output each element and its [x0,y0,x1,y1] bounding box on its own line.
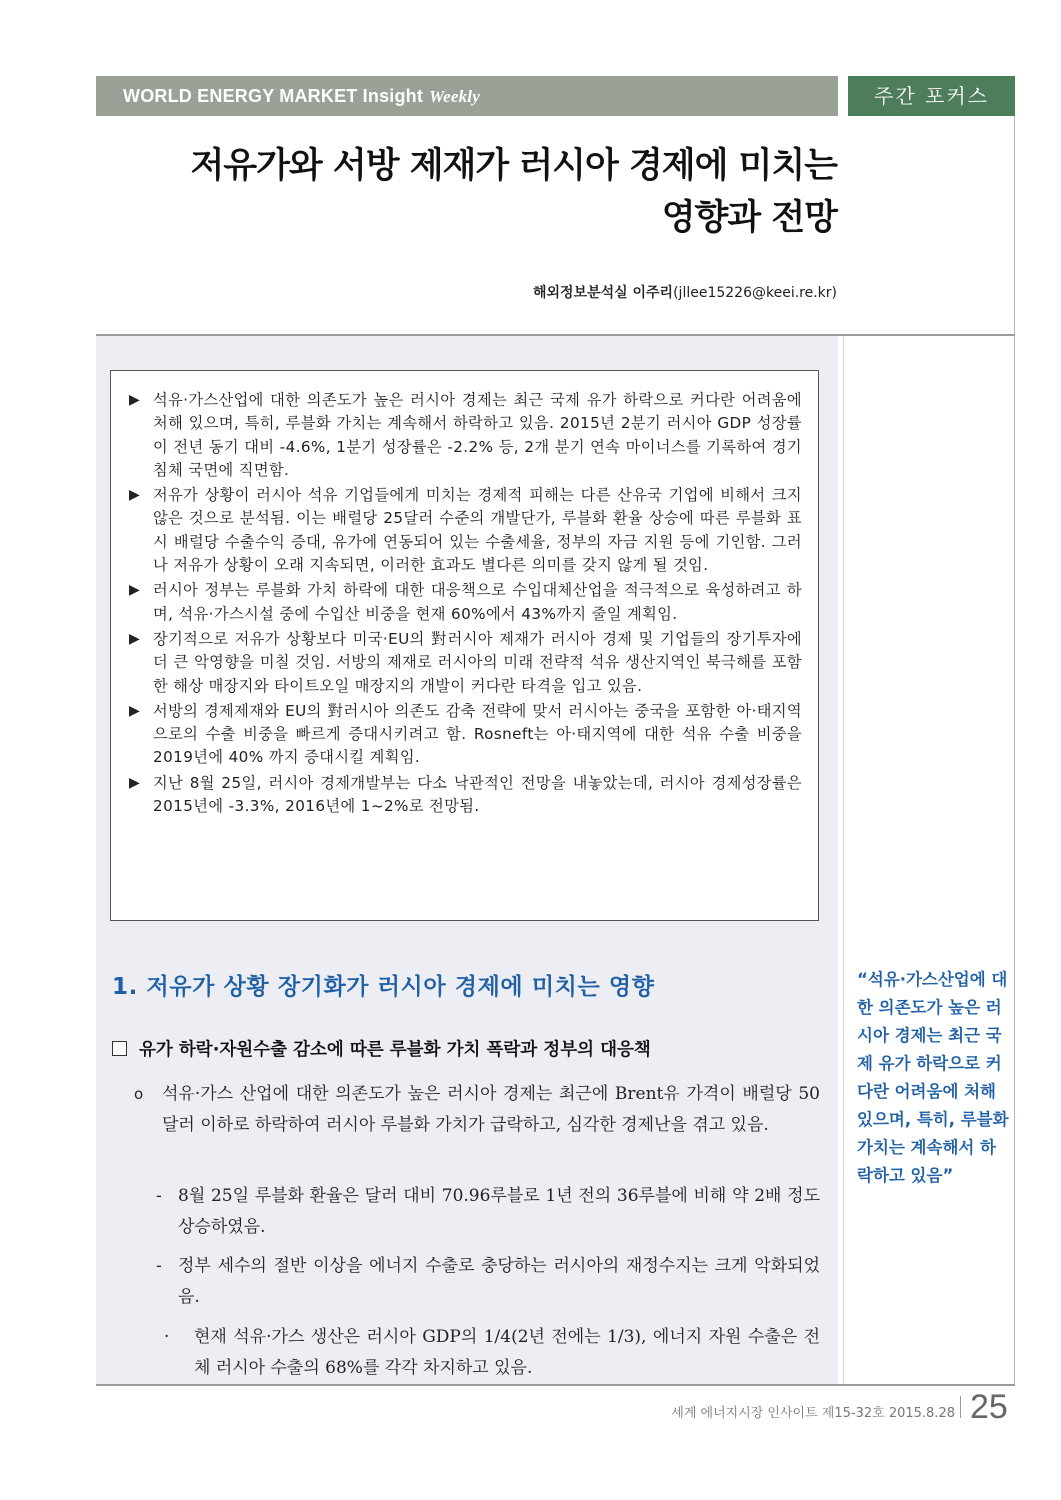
triangle-bullet-icon: ▶ [129,392,140,408]
right-border-line [1014,116,1015,1386]
summary-item [129,484,802,577]
header-bar [96,76,838,116]
body-dash-item [156,1181,820,1243]
summary-text: 석유·가스산업에 대한 의존도가 높은 러시아 경제는 최근 국제 유가 하락으로 커다란 어려움에 처해 있으며, 특히, 루블화 가치는 계속해서 하락하고 있음. 2015년 2분기 러시아 GDP 성장률이 전년 동기 대비 -4.6%, 1분기 성장률은 -2.2% 등, 2개 분기 연속 마이너스를 기록하여 경기침체 국면에 직면함. [153,391,802,479]
triangle-bullet-icon: ▶ [129,774,140,791]
triangle-bullet-icon: ▶ [129,487,140,504]
dash-bullet-icon: - [156,1186,162,1206]
subsection-heading [112,1036,651,1061]
page-number: 25 [970,1388,1008,1426]
title-line-2: 영향과 전망 [661,198,837,238]
body-dot-text: 현재 석유·가스 생산은 러시아 GDP의 1/4(2년 전에는 1/3), 에너지 자원 수출은 전체 러시아 수출의 68%를 각각 차지하고 있음. [194,1327,820,1378]
triangle-bullet-icon: ▶ [129,582,140,599]
triangle-bullet-icon: ▶ [129,630,140,647]
body-dash-text: 정부 세수의 절반 이상을 에너지 수출로 충당하는 러시아의 재정수지는 크게 악화되었음. [178,1256,820,1307]
header-bar-weekly: Weekly [429,87,480,106]
footer-publication: 세계 에너지시장 인사이트 제15-32호 2015.8.28 [671,1406,955,1421]
bottom-divider [96,1384,1015,1386]
summary-item [129,579,802,626]
page-title [117,140,837,244]
summary-text: 장기적으로 저유가 상황보다 미국·EU의 對러시아 제재가 러시아 경제 및 기업들의 장기투자에 더 큰 악영향을 미칠 것임. 서방의 제재로 러시아의 미래 전략적 석유 생산지역인 북극해를 포함한 해상 매장지와 타이트오일 매장지의 개발이 커다란 타격을 입고 있음. [153,629,802,695]
checkbox-square-icon [112,1041,127,1056]
sidebar-divider [843,336,844,1384]
summary-item [129,700,802,770]
summary-text: 러시아 정부는 루블화 가치 하락에 대한 대응책으로 수입대체산업을 적극적으로 육성하려고 하며, 석유·가스시설 중에 수입산 비중을 현재 60%에서 43%까지 줄일 계획임. [153,581,802,623]
summary-text: 저유가 상황이 러시아 석유 기업들에게 미치는 경제적 피해는 다른 산유국 기업에 비해서 크지 않은 것으로 분석됨. 이는 배럴당 25달러 수준의 개발단가, 루블화 환율 상승에 따른 루블화 표시 배럴당 수출수익 증대, 유가에 연동되어 있는 수출세율, 정부의 자금 지원 등에 기인함. 그러나 저유가 상황이 오래 지속되면, 이러한 효과도 별다른 의미를 갖지 않게 될 것임. [153,486,802,575]
pull-quote: “석유·가스산업에 대한 의존도가 높은 러시아 경제는 최근 국제 유가 하락으로 커다란 어려움에 처해 있으며, 특히, 루블화 가치는 계속해서 하락하고 있음” [857,970,1009,1185]
author-line [533,282,837,302]
summary-item [129,772,802,819]
title-line-1: 저유가와 서방 제재가 러시아 경제에 미치는 [190,146,837,186]
summary-item [129,389,802,482]
section-tab-focus: 주간 포커스 [848,76,1015,116]
section-heading: 1. 저유가 상황 장기화가 러시아 경제에 미치는 영향 [112,974,655,1000]
author-email: (jllee15226@keei.re.kr) [673,285,837,301]
triangle-bullet-icon: ▶ [129,702,140,719]
subsection-text: 유가 하락·자원수출 감소에 따른 루블화 가치 폭락과 정부의 대응책 [139,1040,651,1060]
header-bar-title: WORLD ENERGY MARKET Insight [123,86,424,106]
author-name: 해외정보분석실 이주리 [532,285,674,301]
body-dash-item [156,1251,820,1313]
circle-bullet-icon: o [134,1085,144,1103]
summary-text: 지난 8월 25일, 러시아 경제개발부는 다소 낙관적인 전망을 내놓았는데, 러시아 경제성장률은 2015년에 -3.3%, 2016년에 1~2%로 전망됨. [153,773,802,816]
summary-box [110,370,819,921]
summary-text: 서방의 경제제재와 EU의 對러시아 의존도 감축 전략에 맞서 러시아는 중국을 포함한 아·태지역으로의 수출 비중을 빠르게 증대시키려고 함. Rosneft는 아·태지역에 대한 석유 수출 비중을 2019년에 40% 까지 증대시킬 계획임. [153,701,802,767]
body-paragraph [134,1079,820,1141]
body-dash-text: 8월 25일 루블화 환율은 달러 대비 70.96루블로 1년 전의 36루블에 비해 약 2배 정도 상승하였음. [178,1186,820,1237]
dot-bullet-icon: · [164,1327,170,1347]
body-dot-item [164,1322,820,1384]
body-paragraph-text: 석유·가스 산업에 대한 의존도가 높은 러시아 경제는 최근에 Brent유 가격이 배럴당 50달러 이하로 하락하여 러시아 루블화 가치가 급락하고, 심각한 경제난을 겪고 있음. [162,1084,820,1135]
dash-bullet-icon: - [156,1256,162,1276]
summary-item [129,628,802,698]
footer-separator [960,1396,961,1418]
